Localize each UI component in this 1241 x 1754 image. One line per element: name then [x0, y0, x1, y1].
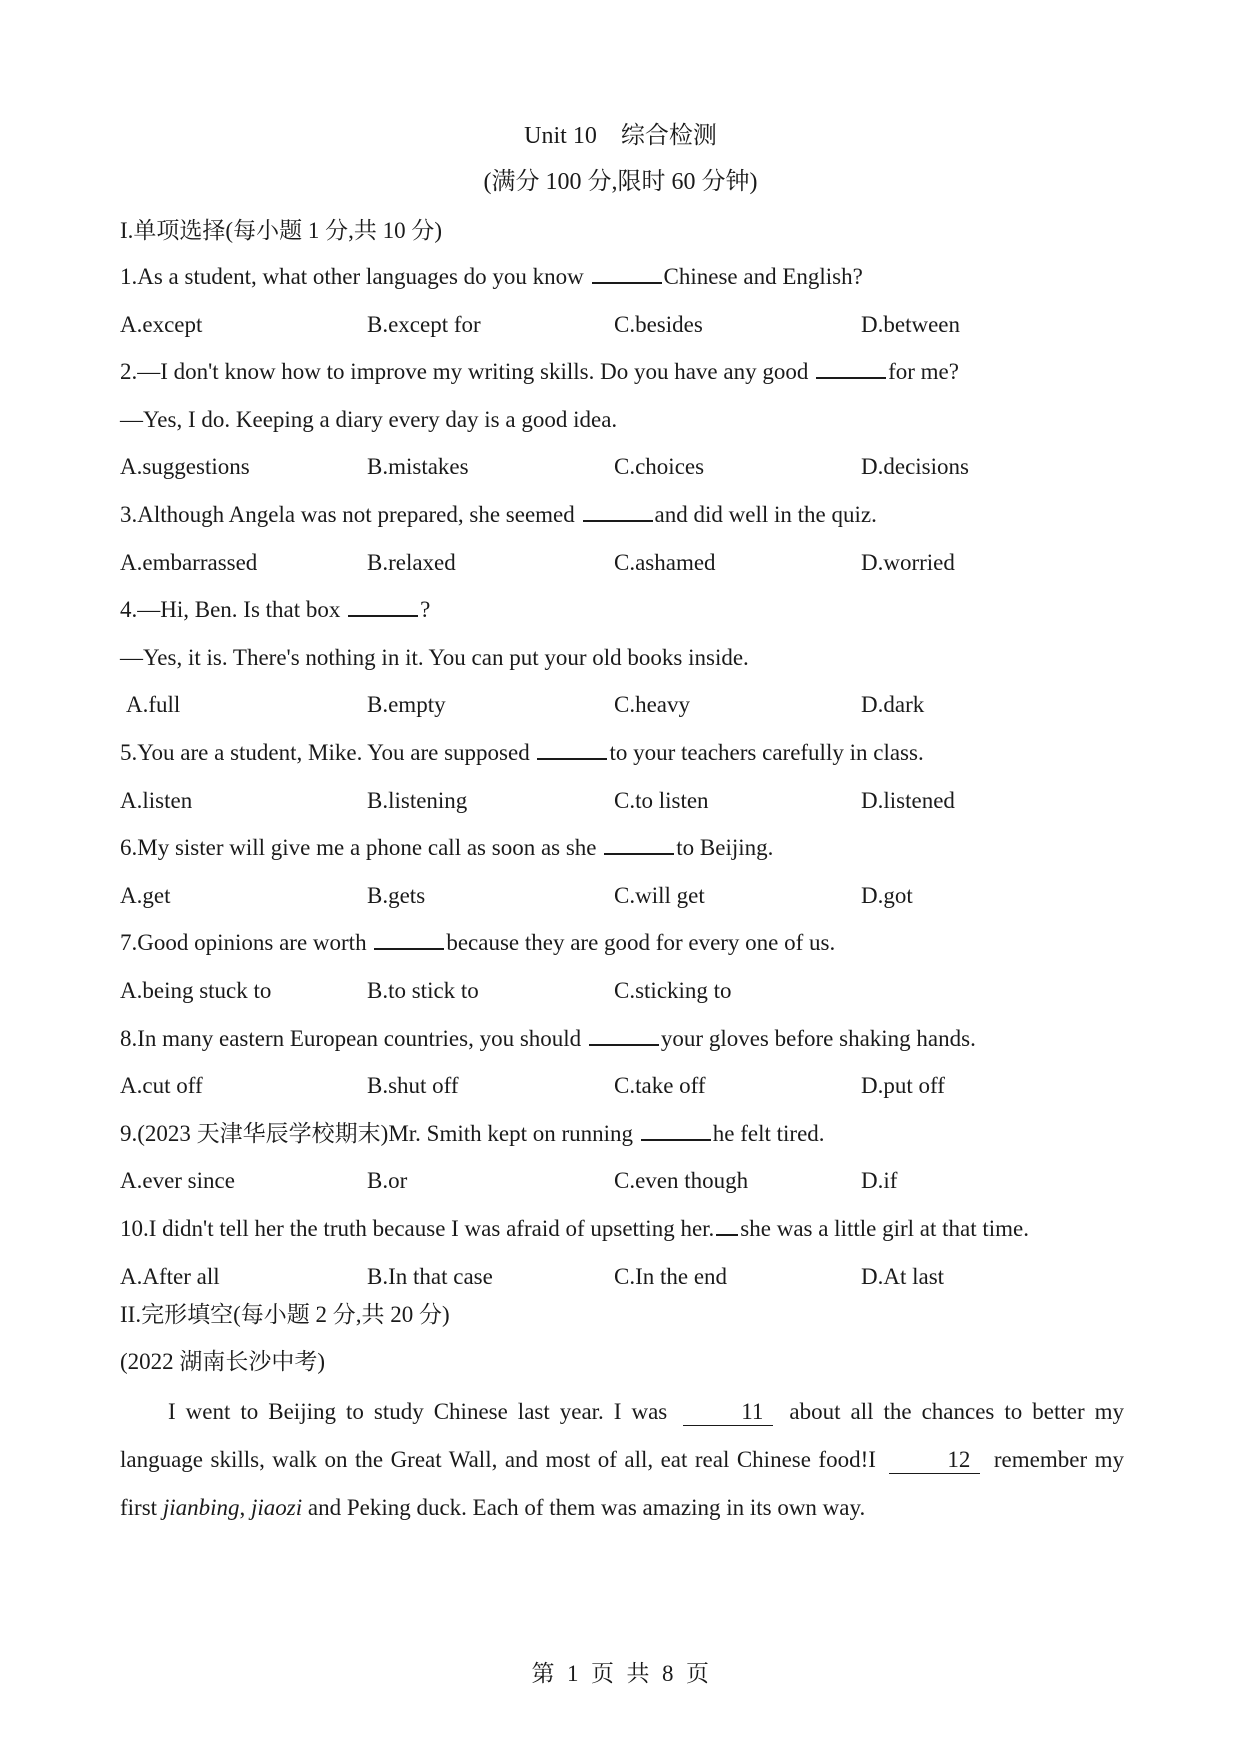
option-b: B.empty	[367, 692, 446, 718]
question-stem	[120, 833, 773, 863]
option-d: D.listened	[861, 787, 955, 813]
question-text: 3.Although Angela was not prepared, she seemed	[120, 502, 581, 527]
question-text: to your teachers carefully in class.	[609, 740, 924, 765]
option-b: B.In that case	[367, 1263, 493, 1289]
question-text: 2.—I don't know how to improve my writing skills. Do you have any good	[120, 359, 815, 385]
option-a: A.embarrassed	[120, 549, 258, 575]
question-text: 4.—Hi, Ben. Is that box	[120, 597, 347, 623]
question-stem	[120, 928, 835, 958]
option-a: A.ever since	[120, 1168, 235, 1194]
passage-text: I went to Beijing to study Chinese last year. I was	[168, 1399, 678, 1424]
dialogue-reply: —Yes, it is. There's nothing in it. You can put your old books inside.	[120, 644, 749, 670]
option-c: C.ashamed	[614, 549, 716, 575]
passage-italic: jianbing	[162, 1495, 240, 1520]
question-text: she was a little girl at that time.	[740, 1216, 1029, 1241]
option-c: C.will get	[614, 882, 705, 908]
question-text: 7.Good opinions are worth	[120, 930, 373, 956]
answer-blank	[537, 738, 607, 760]
page-number: 1	[567, 1661, 579, 1686]
answer-blank	[641, 1119, 711, 1141]
passage-text: and Peking duck. Each of them was amazing in its own way.	[302, 1495, 866, 1520]
option-d: D.decisions	[861, 454, 969, 480]
footer-text: 页	[591, 1661, 615, 1686]
option-a: A.being stuck to	[120, 978, 272, 1003]
passage-text: ,	[239, 1495, 251, 1520]
answer-blank	[583, 500, 653, 522]
question-text: Chinese and English?	[663, 264, 863, 289]
option-c: C.to listen	[614, 787, 709, 813]
option-b: B.shut off	[367, 1073, 459, 1099]
option-a: A.cut off	[120, 1073, 203, 1099]
option-a: A.get	[120, 882, 171, 908]
cloze-passage	[120, 1388, 1124, 1532]
answer-blank	[348, 595, 418, 617]
option-a: A.suggestions	[120, 454, 250, 480]
option-c: C.heavy	[614, 692, 691, 718]
question-text: 1.As a student, what other languages do you know	[120, 264, 590, 289]
question-text: to Beijing.	[676, 835, 774, 861]
answer-blank	[374, 928, 444, 950]
question-stem	[120, 500, 877, 530]
question-text: because they are good for every one of us.	[446, 930, 836, 956]
answer-blank	[816, 357, 886, 379]
passage-text: remember my first	[120, 1447, 1124, 1520]
footer-text: 共	[626, 1661, 650, 1686]
question-stem	[120, 595, 430, 625]
question-text: 8.In many eastern European countries, you should	[120, 1025, 587, 1051]
question-text: your gloves before shaking hands.	[660, 1025, 976, 1051]
section2-source: (2022 湖南长沙中考)	[120, 1349, 326, 1374]
footer-text: 第	[531, 1661, 555, 1686]
answer-blank	[604, 833, 674, 855]
answer-blank	[589, 1024, 659, 1046]
option-c: C.besides	[614, 311, 703, 337]
passage-text: about all the chances to better my language skills, walk on the Great Wall, and most of all, eat real Chinese food!I	[120, 1399, 1124, 1472]
option-a: A.full	[126, 692, 181, 718]
option-c: C.sticking to	[614, 978, 732, 1003]
question-text: 6.My sister will give me a phone call as soon as she	[120, 835, 603, 861]
answer-blank	[592, 262, 662, 284]
question-stem	[120, 357, 959, 387]
option-b: B.relaxed	[367, 549, 456, 575]
option-c: C.In the end	[614, 1263, 728, 1289]
question-stem	[120, 1119, 825, 1149]
option-b: B.or	[367, 1168, 408, 1194]
option-a: A.except	[120, 311, 203, 337]
option-b: B.mistakes	[367, 454, 469, 480]
question-text: ?	[420, 597, 431, 623]
question-text: and did well in the quiz.	[654, 502, 877, 527]
option-b: B.gets	[367, 882, 426, 908]
dialogue-reply: —Yes, I do. Keeping a diary every day is a good idea.	[120, 406, 618, 432]
option-b: B.listening	[367, 787, 468, 813]
option-d: D.put off	[861, 1073, 945, 1099]
page-footer	[0, 1655, 1241, 1688]
question-stem	[120, 262, 863, 292]
page-subtitle: (满分 100 分,限时 60 分钟)	[483, 169, 758, 195]
option-c: C.take off	[614, 1073, 706, 1099]
question-text: 5.You are a student, Mike. You are supposed	[120, 740, 536, 765]
total-pages: 8	[662, 1661, 674, 1686]
option-d: D.At last	[861, 1263, 945, 1289]
cloze-blank-12: 12	[889, 1447, 980, 1474]
option-d: D.worried	[861, 549, 955, 575]
option-b: B.to stick to	[367, 978, 479, 1003]
option-d: D.if	[861, 1168, 898, 1194]
option-a: A.After all	[120, 1263, 220, 1289]
option-d: D.dark	[861, 692, 925, 718]
option-c: C.even though	[614, 1168, 749, 1194]
cloze-blank-11: 11	[683, 1399, 773, 1426]
option-d: D.got	[861, 882, 913, 908]
page-title: Unit 10 综合检测	[524, 123, 717, 149]
question-stem	[120, 1214, 1029, 1244]
option-d: D.between	[861, 311, 960, 337]
option-c: C.choices	[614, 454, 705, 480]
question-text: 9.(2023 天津华辰学校期末)Mr. Smith kept on running	[120, 1120, 639, 1146]
footer-text: 页	[686, 1661, 710, 1686]
section1-heading: I.单项选择(每小题 1 分,共 10 分)	[120, 218, 442, 243]
passage-italic: jiaozi	[250, 1495, 303, 1520]
option-a: A.listen	[120, 787, 193, 813]
question-stem	[120, 738, 924, 768]
question-stem	[120, 1024, 976, 1054]
section2-heading: II.完形填空(每小题 2 分,共 20 分)	[120, 1302, 450, 1327]
question-text: 10.I didn't tell her the truth because I was afraid of upsetting her.	[120, 1216, 715, 1241]
question-text: he felt tired.	[712, 1120, 825, 1146]
answer-blank	[716, 1214, 738, 1236]
question-text: for me?	[888, 359, 959, 385]
option-b: B.except for	[367, 311, 481, 337]
